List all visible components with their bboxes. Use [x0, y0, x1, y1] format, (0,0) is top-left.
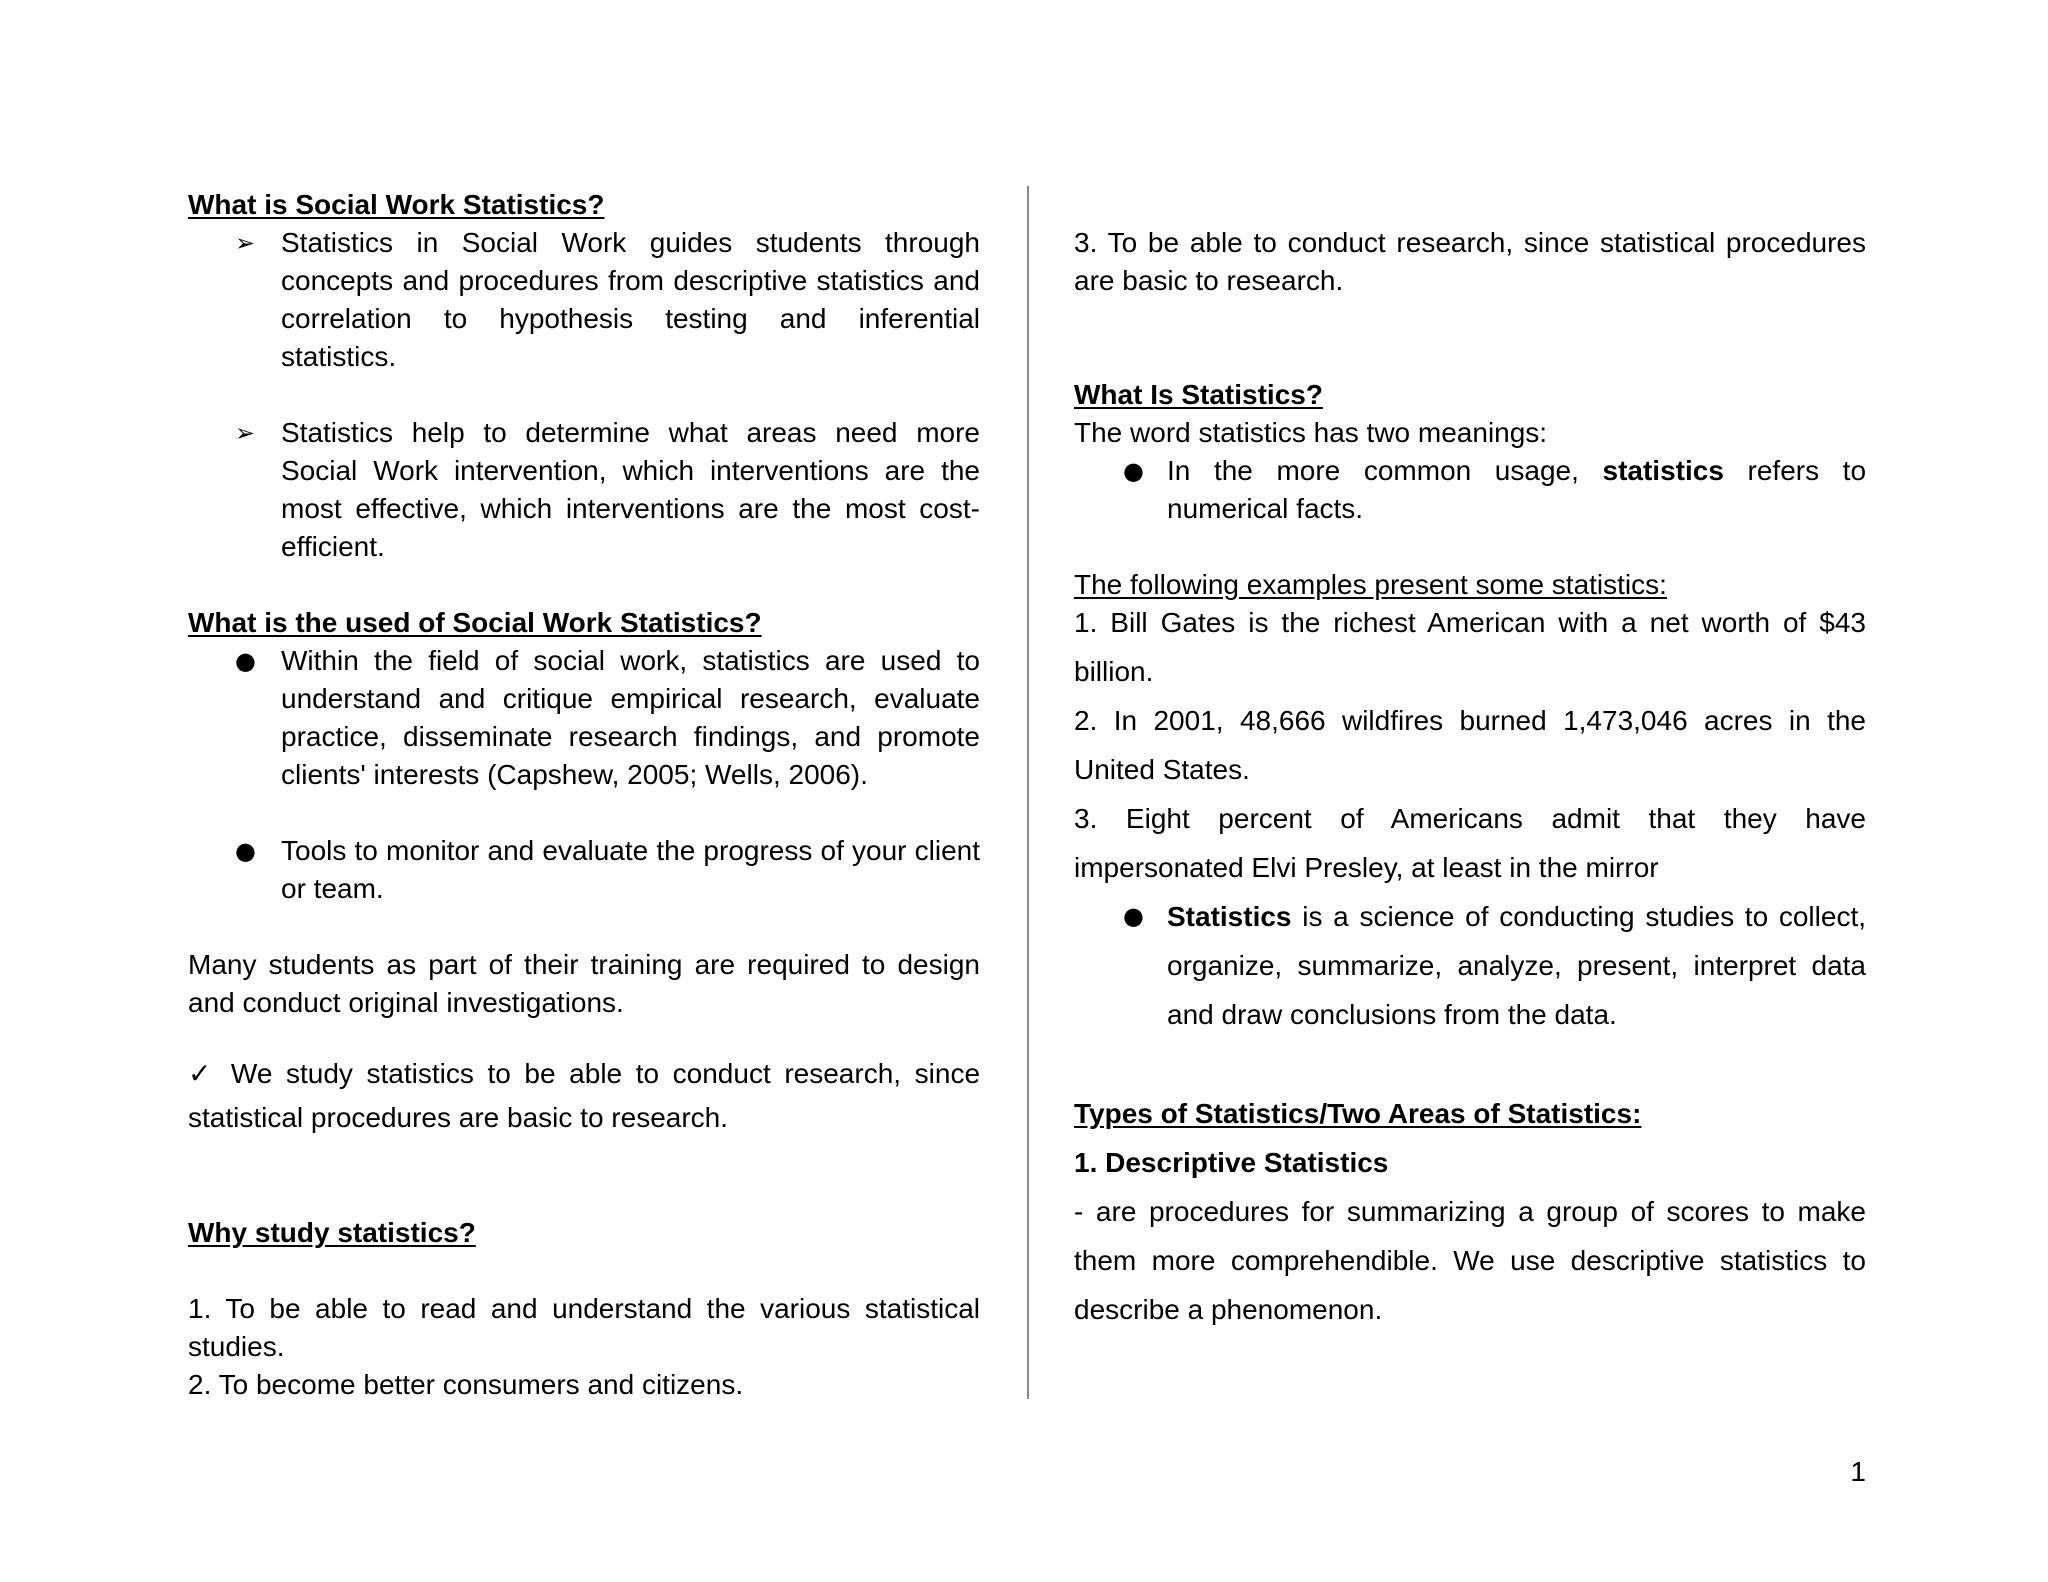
- column-divider: [1027, 186, 1029, 1399]
- arrow-bullet-icon: ➢: [235, 229, 256, 257]
- example-item: 3. Eight percent of Americans admit that they have impersonated Elvi Presley, at least in the mirror: [1074, 803, 1866, 883]
- list-item-text-pre: In the more common usage,: [1167, 455, 1579, 486]
- bullet-icon: ●: [235, 837, 256, 865]
- page-number: 1: [1850, 1456, 1866, 1487]
- right-column: [1074, 186, 1866, 1334]
- example-item: 1. Bill Gates is the richest American with a net worth of $43 billion.: [1074, 607, 1866, 687]
- example-item: 2. In 2001, 48,666 wildfires burned 1,473,046 acres in the United States.: [1074, 705, 1866, 785]
- list-item: [188, 642, 980, 794]
- list-item: [188, 224, 980, 376]
- list-item-text-post: is a science of conducting studies to collect, organize, summarize, analyze, present, interpret data and draw conclusions from the data.: [1167, 901, 1867, 1030]
- list-item: [1074, 452, 1866, 528]
- arrow-bullet-icon: ➢: [235, 419, 256, 447]
- list-item: [188, 414, 980, 566]
- checked-paragraph-text: We study statistics to be able to conduct research, since statistical procedures are basic to research.: [188, 1058, 981, 1133]
- heading-what-is-statistics: What Is Statistics?: [1074, 379, 1323, 410]
- list-item: [1074, 892, 1866, 1039]
- list-item-text: Tools to monitor and evaluate the progress of your client or team.: [281, 835, 980, 904]
- heading-uses-of-sw-statistics: What is the used of Social Work Statistics?: [188, 607, 762, 638]
- bullet-icon: ●: [235, 647, 256, 675]
- numbered-item: 1. To be able to read and understand the various statistical studies.: [188, 1293, 980, 1362]
- checkmark-icon: ✓: [188, 1058, 218, 1089]
- bullet-icon: ●: [1123, 902, 1144, 930]
- list-item-text: Within the field of social work, statistics are used to understand and critique empirical research, evaluate practice, disseminate research findings, and promote clients' interests (Capshew, 2005; Wells, 2006).: [281, 645, 980, 790]
- list-item: [188, 832, 980, 908]
- list-item-text: Statistics help to determine what areas need more Social Work intervention, which interventions are the most effective, which interventions are the most cost-efficient.: [281, 417, 980, 562]
- list-item-text-bold: statistics: [1602, 455, 1724, 486]
- paragraph: The word statistics has two meanings:: [1074, 417, 1548, 448]
- subheading-descriptive-statistics: 1. Descriptive Statistics: [1074, 1147, 1389, 1178]
- checked-paragraph: [188, 1052, 980, 1140]
- bullet-icon: ●: [1123, 457, 1144, 485]
- list-item-text-post: refers to numerical facts.: [1167, 455, 1867, 524]
- heading-types-of-statistics: Types of Statistics/Two Areas of Statistics:: [1074, 1098, 1642, 1129]
- paragraph: Many students as part of their training are required to design and conduct original investigations.: [188, 949, 980, 1018]
- list-item-text-bold: Statistics: [1167, 901, 1292, 932]
- numbered-item: 3. To be able to conduct research, since statistical procedures are basic to research.: [1074, 227, 1866, 296]
- paragraph: - are procedures for summarizing a group of scores to make them more comprehendible. We use descriptive statistics to describe a phenomenon.: [1074, 1196, 1866, 1325]
- heading-what-is-sw-statistics: What is Social Work Statistics?: [188, 189, 605, 220]
- examples-heading: The following examples present some statistics:: [1074, 569, 1667, 600]
- left-column: [188, 186, 980, 1404]
- list-item-text: Statistics in Social Work guides students through concepts and procedures from descriptive statistics and correlation to hypothesis testing and inferential statistics.: [281, 227, 980, 372]
- numbered-item: 2. To become better consumers and citizens.: [188, 1369, 744, 1400]
- heading-why-study-statistics: Why study statistics?: [188, 1217, 476, 1248]
